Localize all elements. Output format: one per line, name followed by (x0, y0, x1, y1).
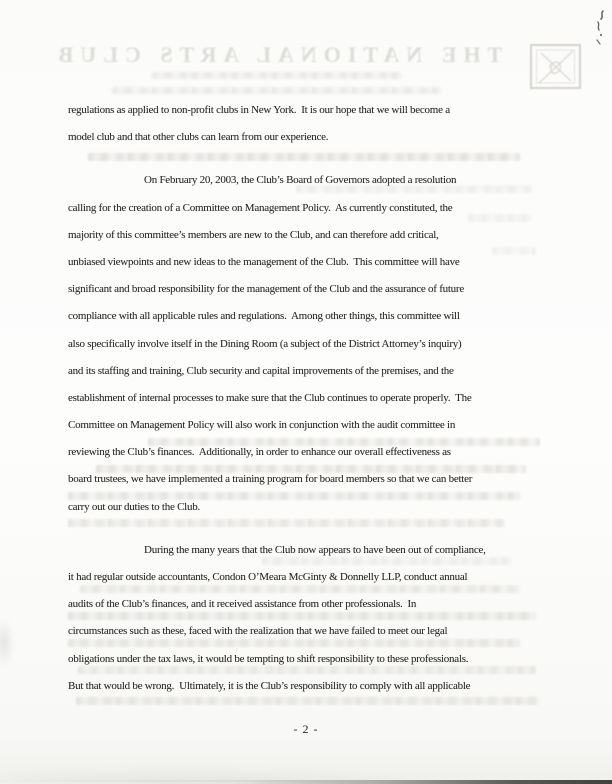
text-line: obligations under the tax laws, it would be tempting to shift responsibility to these professionals. (68, 652, 469, 665)
text-line: compliance with all applicable rules and regulations. Among other things, this committee will (68, 310, 460, 323)
text-line: unbiased viewpoints and new ideas to the management of the Club. This committee will have (68, 255, 460, 268)
scan-edge-artifact (0, 780, 612, 784)
scan-smudge (0, 756, 612, 782)
paragraph-3 (68, 537, 568, 700)
page-number: - 2 - (293, 722, 319, 736)
text-line: audits of the Club’s finances, and it received assistance from other professionals. In (68, 598, 417, 611)
text-line: board trustees, we have implemented a training program for board members so that we can better (68, 473, 473, 486)
text-line: During the many years that the Club now appears to have been out of compliance, (144, 543, 486, 556)
scan-smudge (0, 618, 14, 668)
bleedthrough-letterhead-line (152, 72, 402, 79)
text-line: On February 20, 2003, the Club’s Board of Governors adopted a resolution (144, 174, 457, 187)
letter-body (68, 97, 568, 700)
text-line: also specifically involve itself in the Dining Room (a subject of the District Attorney’s inquiry) (68, 337, 462, 350)
text-line: establishment of internal processes to make sure that the Club continues to operate properly. The (68, 391, 472, 404)
text-line: Committee on Management Policy will also work in conjunction with the audit committee in (68, 419, 456, 432)
embossed-seal-icon (528, 42, 584, 92)
text-line: carry out our duties to the Club. (68, 500, 200, 513)
bleedthrough-letterhead-title: THE NATIONAL ARTS CLUB (51, 42, 503, 67)
bleedthrough-letterhead-line (112, 87, 442, 94)
text-line: regulations as applied to non-profit clubs in New York. It is our hope that we will become a (68, 104, 450, 116)
paragraph-1 (68, 97, 568, 151)
text-line: it had regular outside accountants, Condon O’Meara McGinty & Donnelly LLP, conduct annual (68, 571, 468, 583)
text-line: model club and that other clubs can learn from our experience. (68, 131, 329, 144)
text-line: circumstances such as these, faced with the realization that we have failed to meet our legal (68, 625, 448, 638)
text-line: But that would be wrong. Ultimately, it is the Club’s responsibility to comply with all applicable (68, 679, 471, 692)
text-line: significant and broad responsibility for the management of the Club and the assurance of future (68, 283, 464, 296)
pen-scribble-icon (590, 9, 610, 49)
paragraph-2 (68, 167, 568, 520)
text-line: and its staffing and training, Club security and capital improvements of the premises, and the (68, 364, 454, 377)
text-line: calling for the creation of a Committee on Management Policy. As currently constituted, the (68, 201, 453, 214)
text-line: reviewing the Club’s finances. Additionally, in order to enhance our overall effectiveness as (68, 446, 451, 459)
text-line: majority of this committee’s members are new to the Club, and can therefore add critical, (68, 228, 439, 241)
